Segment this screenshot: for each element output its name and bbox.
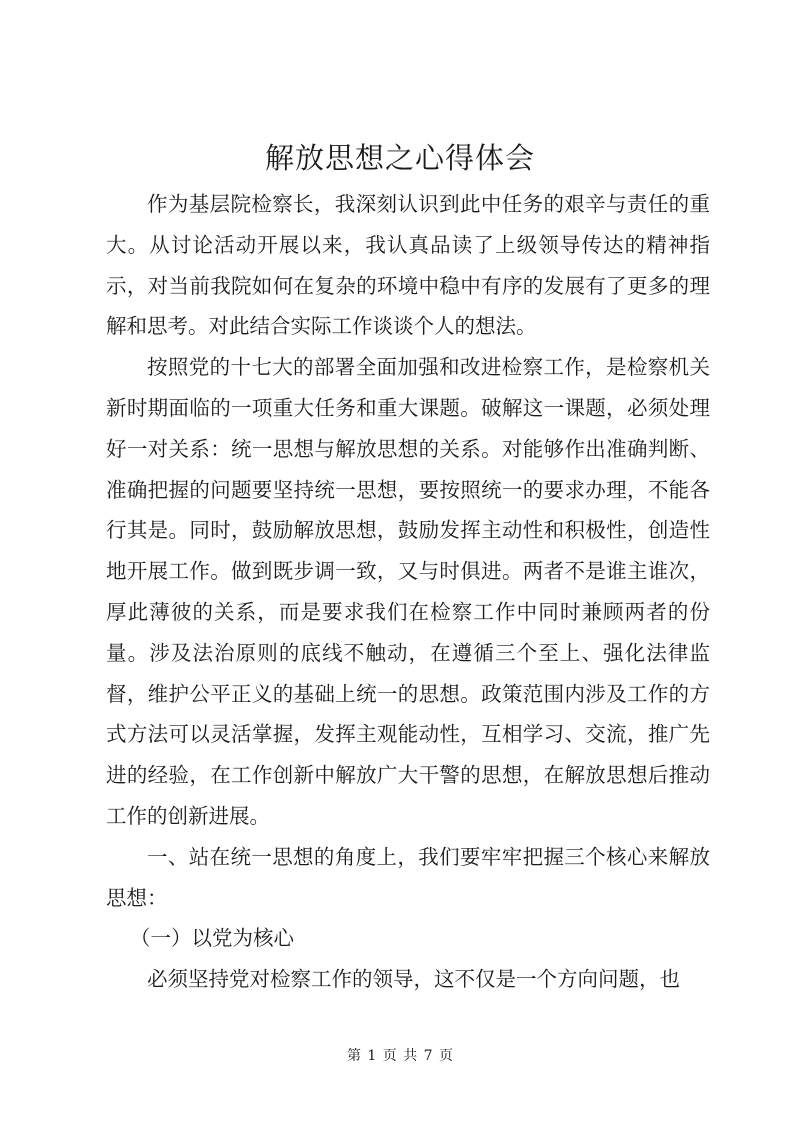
document-title: 解放思想之心得体会 [264, 141, 535, 175]
section-heading-unify-thought: 一、站在统一思想的角度上，我们要牢牢把握三个核心来解放思想： [106, 844, 710, 910]
page-number-footer: 第 1 页 共 7 页 [346, 1048, 454, 1064]
paragraph-relationship: 按照党的十七大的部署全面加强和改进检察工作，是检察机关新时期面临的一项重大任务和重大课题。破解这一课题，必须处理好一对关系：统一思想与解放思想的关系。对能够作出准确判断、准确把握的问题要坚持统一思想，要按照统一的要求办理，不能各行其是。同时，鼓励解放思想，鼓励发挥主动性和积极性，创造性地开展工作。做到既步调一致，又与时俱进。两者不是谁主谁次，厚此薄彼的关系，而是要求我们在检察工作中同时兼顾两者的份量。涉及法治原则的底线不触动，在遵循三个至上、强化法律监督，维护公平正义的基础上统一的思想。政策范围内涉及工作的方式方法可以灵活掌握，发挥主观能动性，互相学习、交流，推广先进的经验，在工作创新中解放广大干警的思想，在解放思想后推动工作的创新进展。 [106, 355, 710, 828]
paragraph-intro: 作为基层院检察长，我深刻认识到此中任务的艰辛与责任的重大。从讨论活动开展以来，我认真品读了上级领导传达的精神指示，对当前我院如何在复杂的环境中稳中有序的发展有了更多的理解和思考。对此结合实际工作谈谈个人的想法。 [106, 192, 710, 339]
paragraph-party-leadership: 必须坚持党对检察工作的领导，这不仅是一个方向问题，也 [147, 967, 680, 992]
document-body [106, 184, 710, 1000]
subsection-heading-party-core: （一）以党为核心 [130, 926, 294, 951]
